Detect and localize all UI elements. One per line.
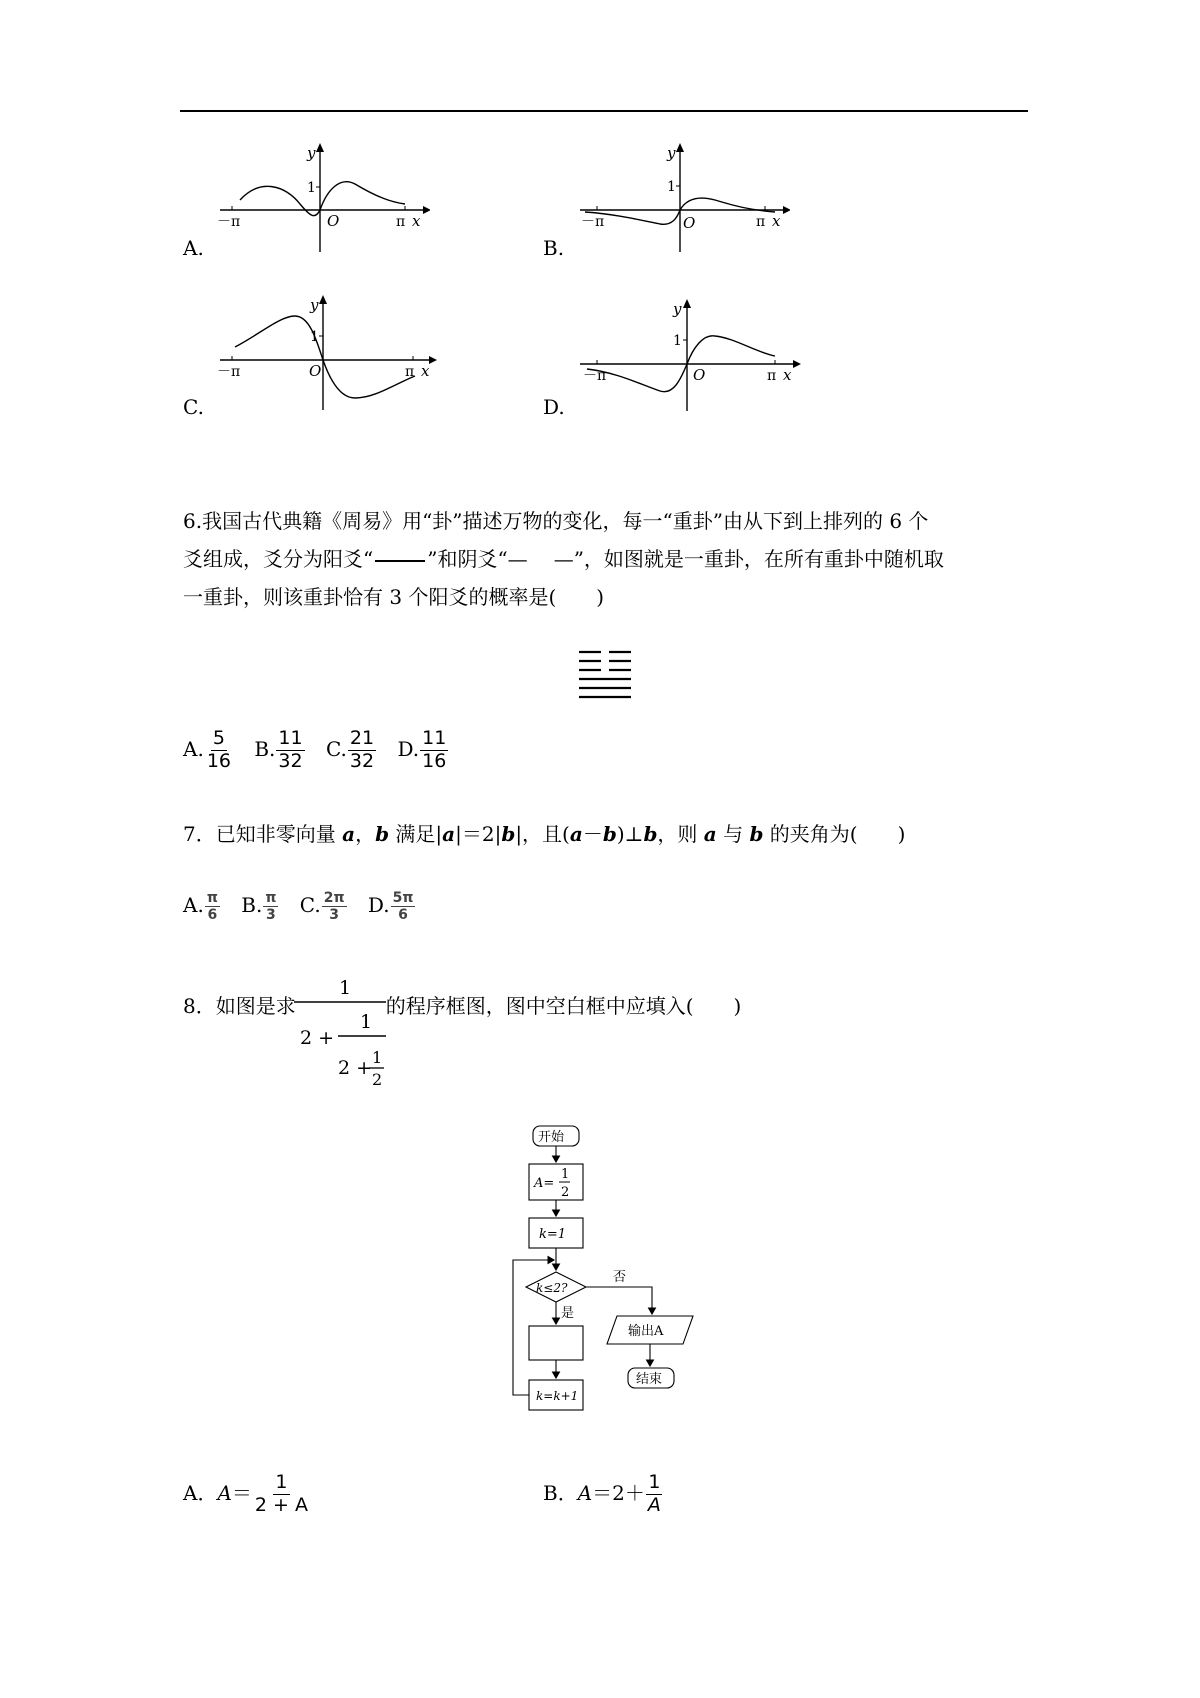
flowchart [505,1120,720,1430]
yang-yao-symbol [375,560,425,562]
q6-line-1: 6.我国古代典籍《周易》用“卦”描述万物的变化，每一“重卦”由从下到上排列的 6 个 [183,509,929,533]
graph-b-label: B. [543,236,565,260]
tick-one-label: 1 [310,329,319,345]
svg-text:2 +: 2 + [300,1027,335,1049]
origin-label: O [693,366,706,384]
q8-suffix: 的程序框图，图中空白框中应填入( ) [385,994,742,1018]
q6-line-2-part-a: 爻组成，爻分为阳爻“ [183,547,374,571]
svg-text:k=k+1: k=k+1 [536,1389,579,1403]
origin-label: O [683,214,696,232]
axis-x-label: x [412,212,421,230]
q6-option-a[interactable]: A. $\frac{5}{16}$ [183,727,231,772]
blank-process-box[interactable] [529,1326,583,1360]
header-rule [180,110,1028,112]
tick-one-label: 1 [667,179,676,195]
svg-text:1: 1 [339,977,352,999]
continued-fraction [292,972,402,1092]
svg-text:A=: A= [534,1176,555,1191]
graph-a-label: A. [183,236,204,260]
q8-option-b[interactable]: B．A＝2＋ $\frac{1}{A}$ [543,1471,661,1516]
svg-text:2: 2 [561,1185,570,1200]
tick-neg-pi-label: －π [581,214,605,230]
q6-line-3: 一重卦，则该重卦恰有 3 个阳爻的概率是( ) [183,585,605,609]
svg-text:2 +: 2 + [338,1057,373,1079]
axis-x-label: x [772,212,781,230]
question-8 [183,990,741,1019]
tick-one-label: 1 [307,180,316,196]
graph-c [215,292,440,417]
q6-option-b[interactable]: B. $\frac{11}{32}$ [254,727,303,772]
svg-text:1: 1 [372,1048,383,1067]
origin-label: O [309,362,322,380]
tick-neg-pi-label: －π [583,368,607,384]
svg-text:输出A: 输出A [628,1324,664,1339]
q6-option-c[interactable]: C. $\frac{21}{32}$ [325,727,375,772]
graph-d-label: D. [543,395,565,419]
q6-options [183,728,449,773]
tick-pi-label: π [405,364,415,380]
tick-pi-label: π [756,214,766,230]
q7-option-d[interactable]: D. $\frac{5\pi}{6}$ [367,890,414,924]
axis-y-label: y [310,296,319,314]
question-7: 7．已知非零向量 a，b 满足|a|＝2|b|，且(a－b)⊥b，则 a 与 b 的夹角为( ) [183,822,906,846]
q8-option-a[interactable]: A．A＝ $\frac{1}{2 + A}$ [183,1471,308,1516]
tick-neg-pi-label: －π [217,214,241,230]
q6-option-d[interactable]: D. $\frac{11}{16}$ [397,727,447,772]
origin-label: O [327,212,340,230]
graph-c-label: C. [183,395,204,419]
svg-text:否: 否 [613,1270,627,1285]
svg-text:是: 是 [561,1306,575,1321]
svg-text:结束: 结束 [636,1372,663,1387]
svg-text:2: 2 [372,1070,383,1089]
axis-x-label: x [783,366,792,384]
svg-text:1: 1 [360,1011,373,1033]
tick-one-label: 1 [673,333,682,349]
axis-y-label: y [667,144,676,162]
svg-text:1: 1 [561,1167,570,1182]
q6-line-2-part-b: ”和阴爻“— [427,547,528,571]
axis-x-label: x [421,362,430,380]
q8-prefix: 8．如图是求 [183,994,296,1018]
tick-pi-label: π [396,214,406,230]
hexagram-figure [577,648,635,700]
q7-option-b[interactable]: B. $\frac{\pi}{3}$ [241,890,277,924]
axis-y-label: y [307,144,316,162]
svg-text:开始: 开始 [538,1130,565,1145]
tick-neg-pi-label: －π [217,364,241,380]
graph-d [575,296,805,416]
graph-b [575,140,790,260]
question-6 [183,502,1028,616]
svg-text:k≤2?: k≤2? [536,1281,568,1295]
tick-pi-label: π [767,368,777,384]
q6-line-2 [183,540,1028,578]
q6-line-2-part-c: —”，如图就是一重卦，在所有重卦中随机取 [553,547,944,571]
q7-options [183,890,416,923]
q7-option-c[interactable]: C. $\frac{2\pi}{3}$ [299,890,345,924]
q7-option-a[interactable]: A. $\frac{\pi}{6}$ [183,890,218,924]
svg-text:k=1: k=1 [539,1227,567,1242]
axis-y-label: y [673,300,682,318]
graph-a [215,140,430,260]
